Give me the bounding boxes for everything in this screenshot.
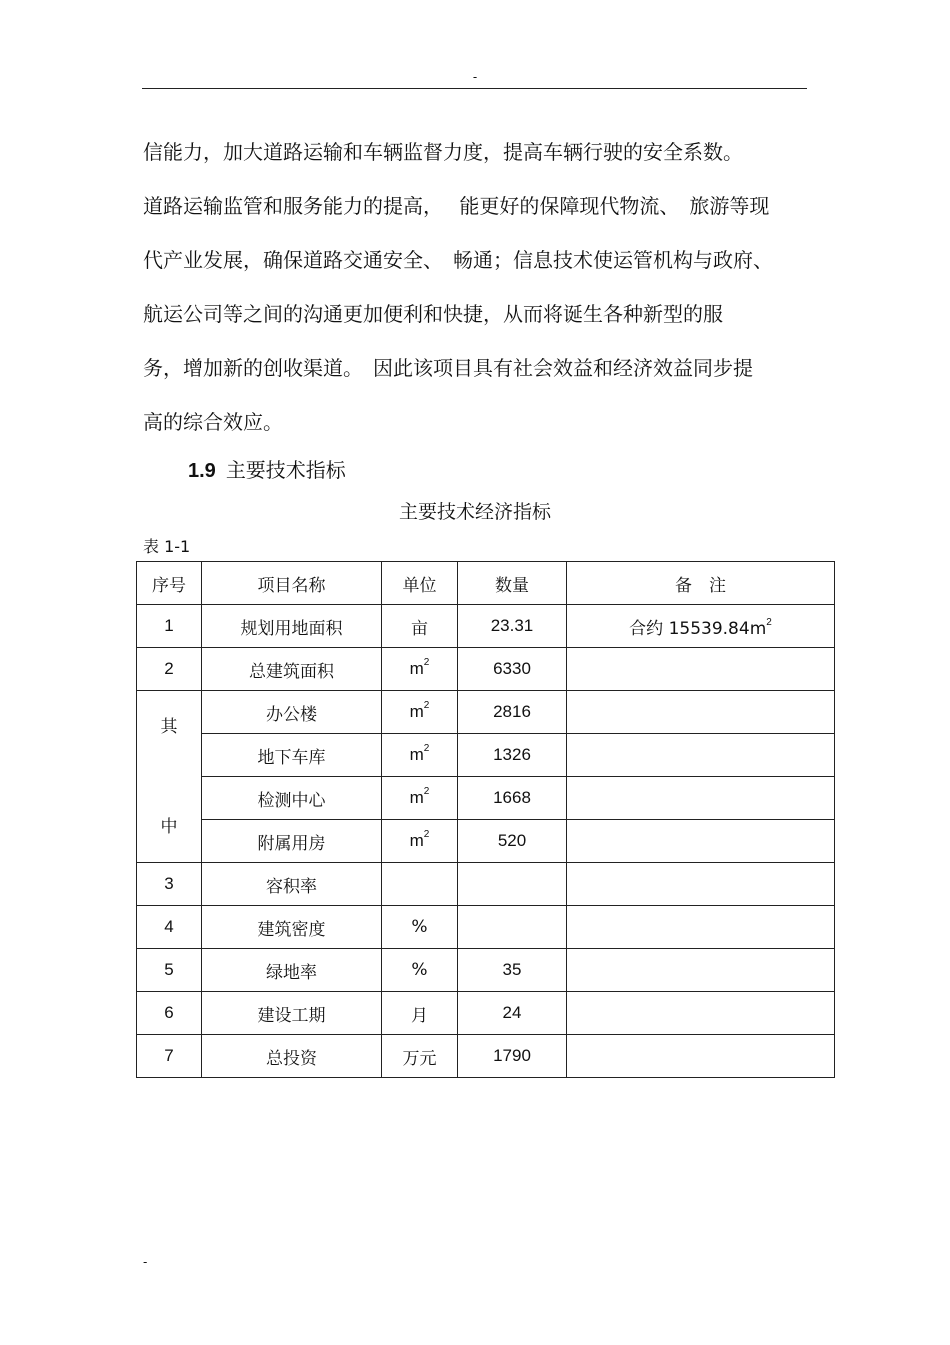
- header-cell: 项目名称: [202, 562, 382, 605]
- indicator-table: [136, 561, 835, 1078]
- row-note: [567, 820, 835, 863]
- row-note: [567, 605, 835, 648]
- row-unit: %: [382, 949, 458, 992]
- table-row: [137, 992, 835, 1035]
- row-unit: %: [382, 906, 458, 949]
- table-row: [137, 949, 835, 992]
- row-name: 检测中心: [202, 777, 382, 820]
- row-unit: [382, 648, 458, 691]
- row-number: 4: [137, 906, 202, 949]
- page-header-mark: -: [472, 70, 478, 84]
- table-number: 表 1-1: [143, 537, 191, 556]
- table-row: [137, 648, 835, 691]
- row-quantity: 24: [458, 992, 567, 1035]
- row-number: 7: [137, 1035, 202, 1078]
- row-quantity: 6330: [458, 648, 567, 691]
- row-note: [567, 906, 835, 949]
- row-name: 规划用地面积: [202, 605, 382, 648]
- superscript: 2: [423, 743, 430, 755]
- row-note: [567, 949, 835, 992]
- row-quantity: 2816: [458, 691, 567, 734]
- note-text: 合约 15539.84m: [629, 618, 767, 639]
- superscript: 2: [423, 786, 430, 798]
- superscript: 2: [766, 616, 772, 628]
- unit-text: m: [409, 702, 424, 721]
- row-unit: [382, 820, 458, 863]
- section-heading: [188, 455, 346, 486]
- table-row: [137, 691, 835, 734]
- row-unit: [382, 691, 458, 734]
- row-number: 2: [137, 648, 202, 691]
- superscript: 2: [423, 700, 430, 712]
- group-label-cell: [137, 691, 202, 863]
- table-caption: 主要技术经济指标: [398, 501, 551, 523]
- body-line: 航运公司等之间的沟通更加便利和快捷，从而将诞生各种新型的服: [143, 302, 723, 326]
- table-header-row: [137, 562, 835, 605]
- superscript: 2: [423, 829, 430, 841]
- row-quantity: 1790: [458, 1035, 567, 1078]
- row-quantity: 1326: [458, 734, 567, 777]
- body-line: 高的综合效应。: [143, 410, 283, 434]
- body-line: 代产业发展，确保道路交通安全、 畅通；信息技术使运管机构与政府、: [143, 248, 773, 272]
- row-note: [567, 992, 835, 1035]
- unit-text: m: [409, 788, 424, 807]
- row-number: 5: [137, 949, 202, 992]
- row-number: 3: [137, 863, 202, 906]
- row-quantity: 35: [458, 949, 567, 992]
- row-note: [567, 691, 835, 734]
- table-row: [137, 777, 835, 820]
- body-line: 信能力，加大道路运输和车辆监督力度，提高车辆行驶的安全系数。: [143, 140, 743, 164]
- row-name: 绿地率: [202, 949, 382, 992]
- row-note: [567, 777, 835, 820]
- group-label-char: 中: [160, 816, 178, 837]
- body-line: 道路运输监管和服务能力的提高， 能更好的保障现代物流、 旅游等现: [143, 194, 770, 218]
- row-number: 1: [137, 605, 202, 648]
- table-row: [137, 734, 835, 777]
- row-name: 建筑密度: [202, 906, 382, 949]
- row-number: 6: [137, 992, 202, 1035]
- row-name: 建设工期: [202, 992, 382, 1035]
- page-footer-mark: -: [143, 1255, 148, 1269]
- unit-text: m: [409, 745, 424, 764]
- row-unit: [382, 777, 458, 820]
- row-name: 附属用房: [202, 820, 382, 863]
- header-cell: 序号: [137, 562, 202, 605]
- unit-text: m: [409, 659, 424, 678]
- row-note: [567, 734, 835, 777]
- section-number: 1.9: [188, 460, 216, 482]
- header-rule: [142, 88, 807, 89]
- header-cell: 数量: [458, 562, 567, 605]
- row-quantity: 1668: [458, 777, 567, 820]
- group-label-char: 其: [160, 716, 178, 737]
- row-unit: 万元: [382, 1035, 458, 1078]
- table-row: [137, 906, 835, 949]
- row-name: 容积率: [202, 863, 382, 906]
- table-row: [137, 1035, 835, 1078]
- section-title: 主要技术指标: [225, 458, 346, 482]
- row-quantity: [458, 906, 567, 949]
- body-paragraph: [143, 125, 823, 449]
- row-name: 总建筑面积: [202, 648, 382, 691]
- row-note: [567, 648, 835, 691]
- body-line: 务，增加新的创收渠道。 因此该项目具有社会效益和经济效益同步提: [143, 356, 753, 380]
- row-unit: [382, 734, 458, 777]
- header-cell: 备 注: [567, 562, 835, 605]
- row-unit: 亩: [382, 605, 458, 648]
- header-cell: 单位: [382, 562, 458, 605]
- row-quantity: 23.31: [458, 605, 567, 648]
- table-row: [137, 863, 835, 906]
- table-row: [137, 605, 835, 648]
- table-row: [137, 820, 835, 863]
- row-note: [567, 863, 835, 906]
- row-name: 总投资: [202, 1035, 382, 1078]
- row-quantity: [458, 863, 567, 906]
- row-note: [567, 1035, 835, 1078]
- row-name: 地下车库: [202, 734, 382, 777]
- row-unit: [382, 863, 458, 906]
- superscript: 2: [423, 657, 430, 669]
- row-name: 办公楼: [202, 691, 382, 734]
- unit-text: m: [409, 831, 424, 850]
- row-quantity: 520: [458, 820, 567, 863]
- row-unit: 月: [382, 992, 458, 1035]
